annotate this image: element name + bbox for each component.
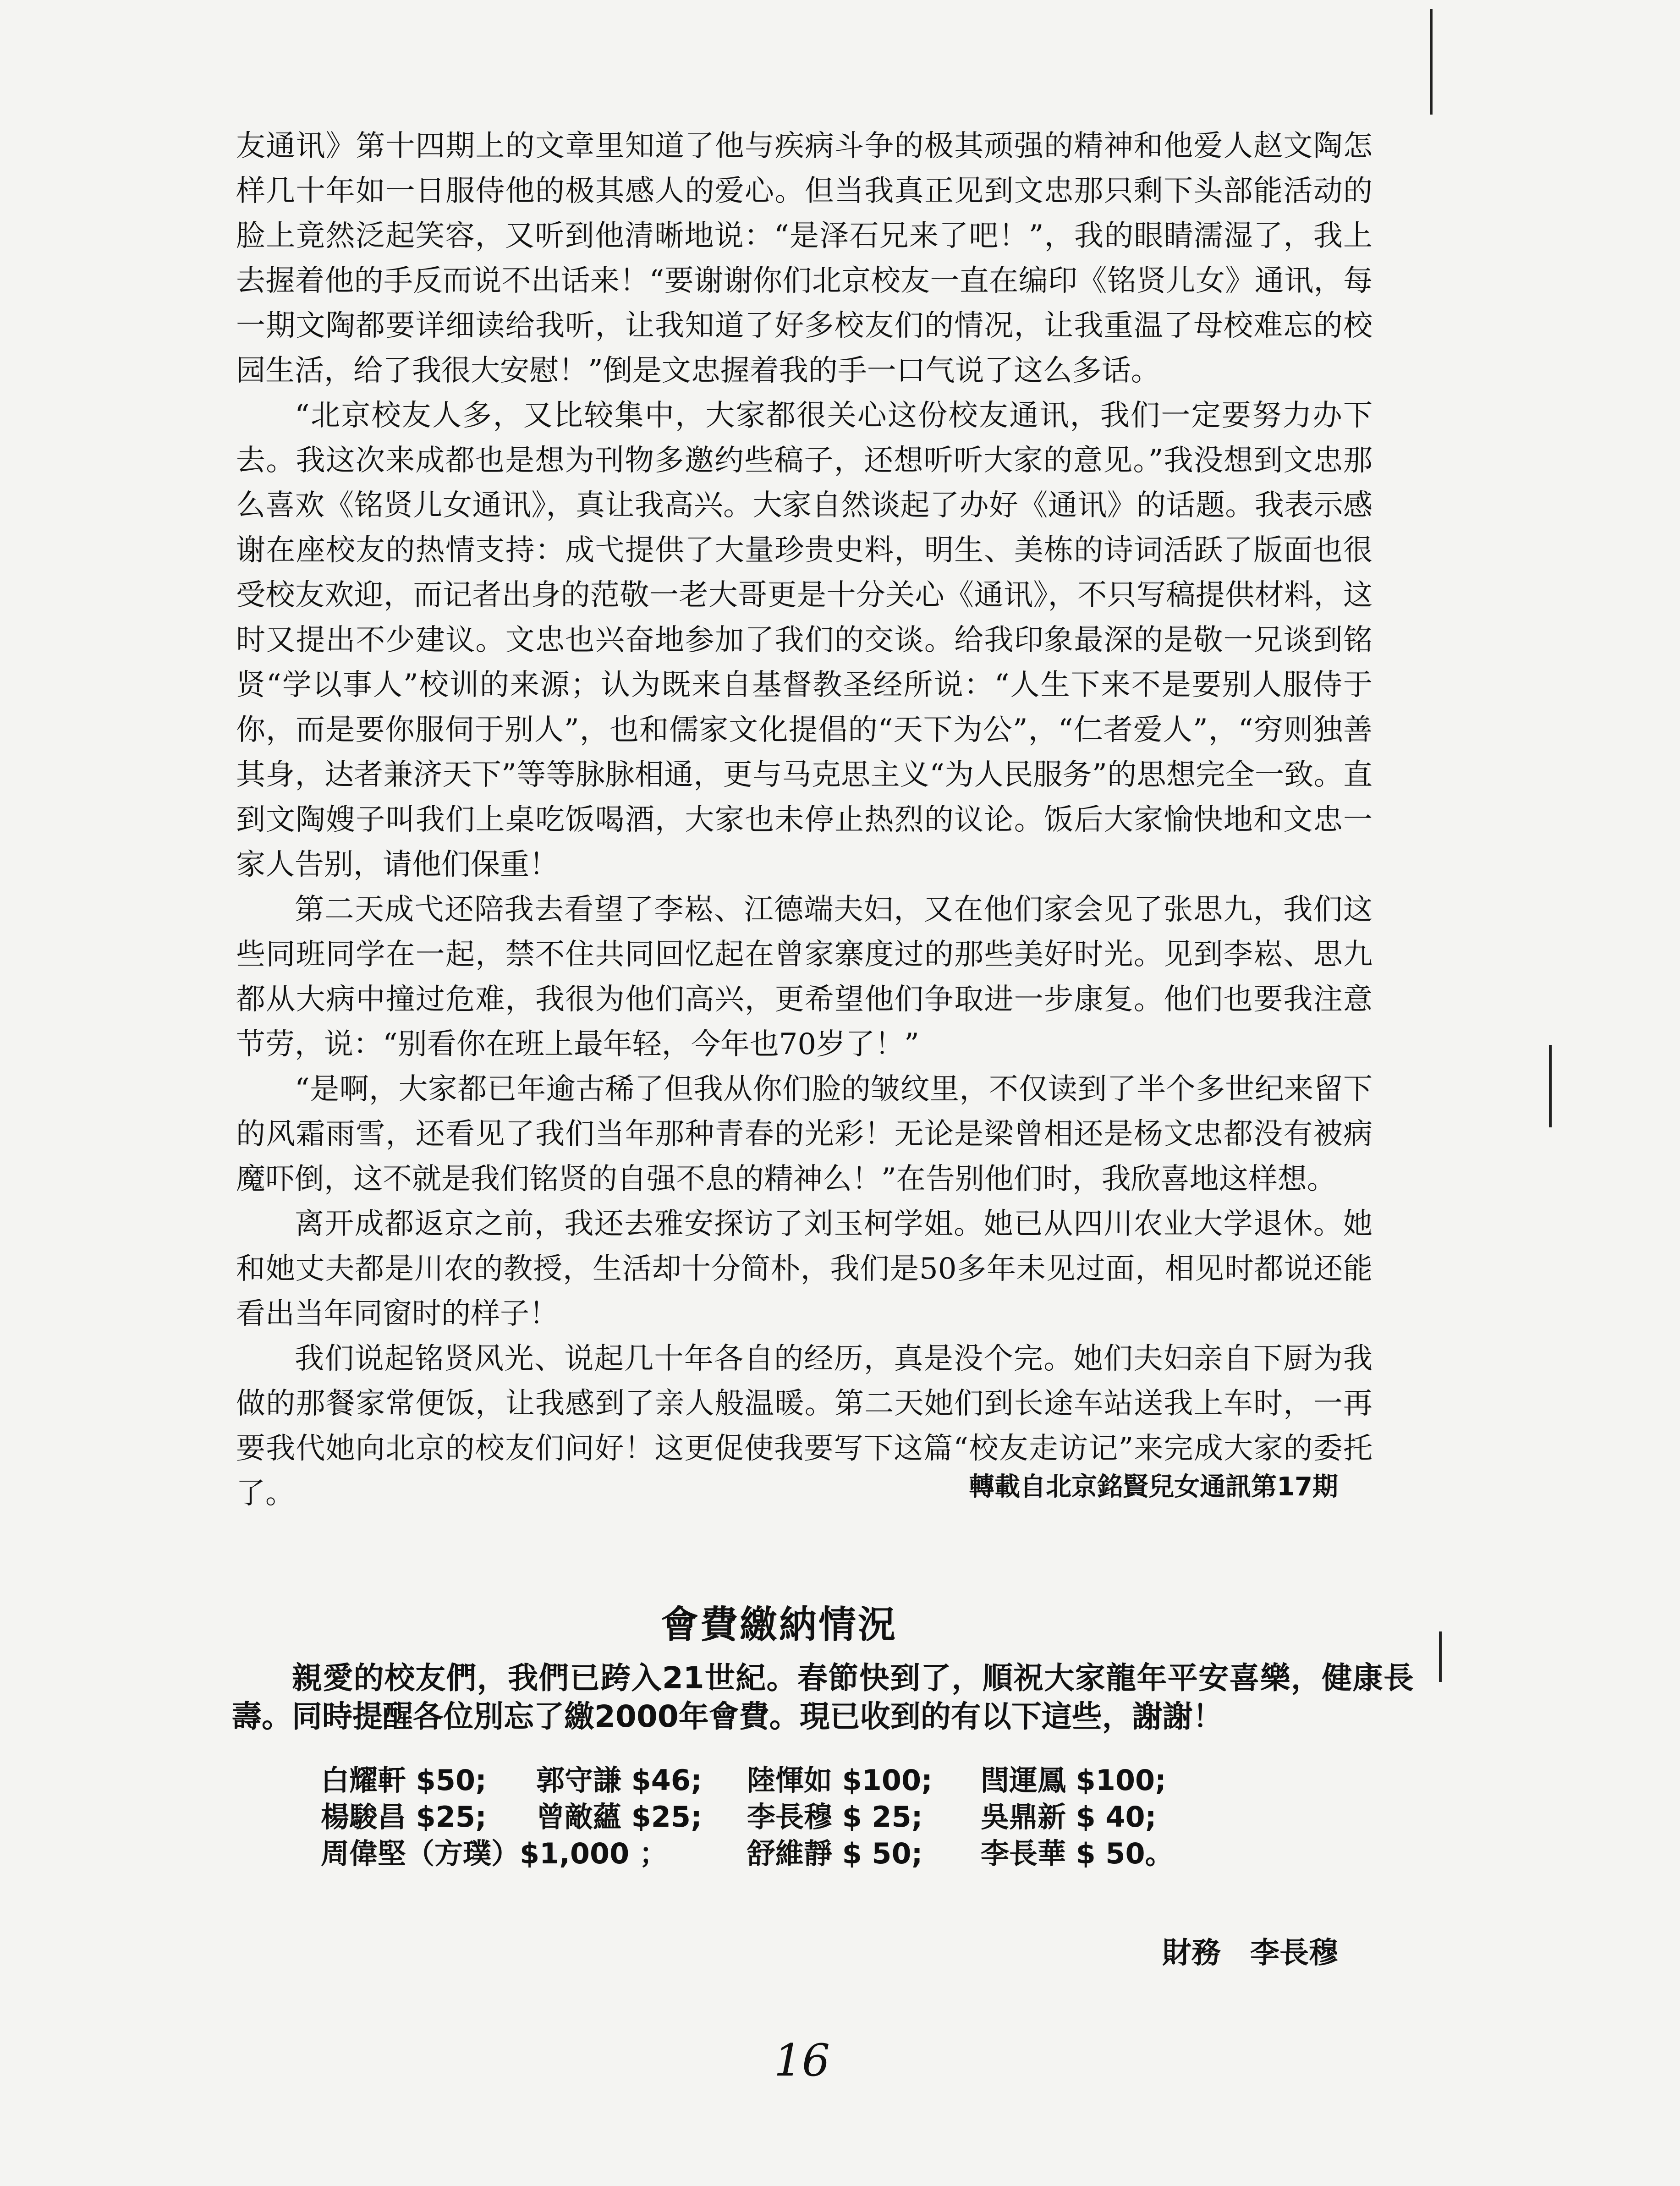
scan-artifact-line bbox=[1430, 9, 1433, 115]
fees-row bbox=[321, 1762, 1329, 1799]
fees-row bbox=[321, 1835, 1329, 1872]
fee-entry: 郭守謙 $46; bbox=[536, 1763, 702, 1797]
fee-entry: 李長穆 $ 25; bbox=[747, 1800, 923, 1834]
article-source-note: 轉載自北京銘賢兒女通訊第17期 bbox=[969, 1472, 1338, 1502]
fee-entry: 吳鼎新 $ 40; bbox=[981, 1800, 1157, 1834]
fee-entry: 李長華 $ 50。 bbox=[981, 1837, 1174, 1870]
article-paragraph: 我们说起铭贤风光、说起几十年各自的经历，真是没个完。她们夫妇亲自下厨为我做的那餐家常便饭，让我感到了亲人般温暖。第二天她们到长途车站送我上车时，一再要我代她向北京的校友们问好！这更促使我要写下这篇“校友走访记”来完成大家的委托了。 bbox=[236, 1342, 1373, 1510]
fee-entry: 白耀軒 $50; bbox=[321, 1763, 487, 1797]
fees-list bbox=[321, 1762, 1329, 1872]
fees-title: 會費繳納情況 bbox=[660, 1603, 897, 1647]
scan-artifact-line bbox=[1439, 1631, 1442, 1682]
fees-row bbox=[321, 1799, 1329, 1835]
fee-entry: 閆運鳳 $100; bbox=[981, 1763, 1166, 1797]
article-paragraph: “北京校友人多，又比较集中，大家都很关心这份校友通讯，我们一定要努力办下去。我这次来成都也是想为刊物多邀约些稿子，还想听听大家的意见。”我没想到文忠那么喜欢《铭贤儿女通讯》，真让我高兴。大家自然谈起了办好《通讯》的话题。我表示感谢在座校友的热情支持：成弋提供了大量珍贵史料，明生、美栋的诗词活跃了版面也很受校友欢迎，而记者出身的范敬一老大哥更是十分关心《通讯》，不只写稿提供材料，这时又提出不少建议。文忠也兴奋地参加了我们的交谈。给我印象最深的是敬一兄谈到铭贤“学以事人”校训的来源；认为既来自基督教圣经所说：“人生下来不是要别人服侍于你，而是要你服伺于别人”，也和儒家文化提倡的“天下为公”，“仁者爱人”，“穷则独善其身，达者兼济天下”等等脉脉相通，更与马克思主义“为人民服务”的思想完全一致。直到文陶嫂子叫我们上桌吃饭喝酒，大家也未停止热烈的议论。饭后大家愉快地和文忠一家人告别，请他们保重！ bbox=[236, 399, 1373, 882]
article-paragraph: 友通讯》第十四期上的文章里知道了他与疾病斗争的极其顽强的精神和他爱人赵文陶怎样几十年如一日服侍他的极其感人的爱心。但当我真正见到文忠那只剩下头部能活动的脸上竟然泛起笑容，又听到他清晰地说：“是泽石兄来了吧！”，我的眼睛濡湿了，我上去握着他的手反而说不出话来！“要谢谢你们北京校友一直在编印《铭贤儿女》通讯，每一期文陶都要详细读给我听，让我知道了好多校友们的情况，让我重温了母校难忘的校园生活，给了我很大安慰！”倒是文忠握着我的手一口气说了这么多话。 bbox=[236, 129, 1373, 388]
scan-artifact-line bbox=[1549, 1045, 1552, 1127]
article-paragraph: 第二天成弋还陪我去看望了李崧、江德端夫妇，又在他们家会见了张思九，我们这些同班同学在一起，禁不住共同回忆起在曾家寨度过的那些美好时光。见到李崧、思九都从大病中撞过危难，我很为他们高兴，更希望他们争取进一步康复。他们也要我注意节劳，说：“别看你在班上最年轻，今年也70岁了！” bbox=[236, 893, 1373, 1061]
article-paragraph: 离开成都返京之前，我还去雅安探访了刘玉柯学姐。她已从四川农业大学退休。她和她丈夫都是川农的教授，生活却十分简朴，我们是50多年未见过面，相见时都说还能看出当年同窗时的样子！ bbox=[236, 1207, 1373, 1331]
fees-intro bbox=[231, 1659, 1414, 1736]
treasurer-signature: 財務 李長穆 bbox=[1162, 1936, 1338, 1970]
fee-entry: 楊駿昌 $25; bbox=[321, 1800, 487, 1834]
article-body bbox=[236, 124, 1373, 1516]
fee-entry: 周偉堅（方璞）$1,000 ； bbox=[321, 1837, 668, 1870]
fees-intro-text: 親愛的校友們，我們已跨入21世紀。春節快到了，順祝大家龍年平安喜樂，健康長壽。同時提醒各位別忘了繳2000年會費。現已收到的有以下這些，謝謝！ bbox=[231, 1660, 1414, 1734]
article-paragraph: “是啊，大家都已年逾古稀了但我从你们脸的皱纹里，不仅读到了半个多世纪来留下的风霜雨雪，还看见了我们当年那种青春的光彩！无论是梁曾相还是杨文忠都没有被病魔吓倒，这不就是我们铭贤的自强不息的精神么！”在告别他们时，我欣喜地这样想。 bbox=[236, 1072, 1373, 1196]
fee-entry: 陸惲如 $100; bbox=[747, 1763, 933, 1797]
fee-entry: 曾敵蘊 $25; bbox=[536, 1800, 702, 1834]
fee-entry: 舒維靜 $ 50; bbox=[747, 1837, 923, 1870]
page-number: 16 bbox=[774, 2035, 830, 2086]
